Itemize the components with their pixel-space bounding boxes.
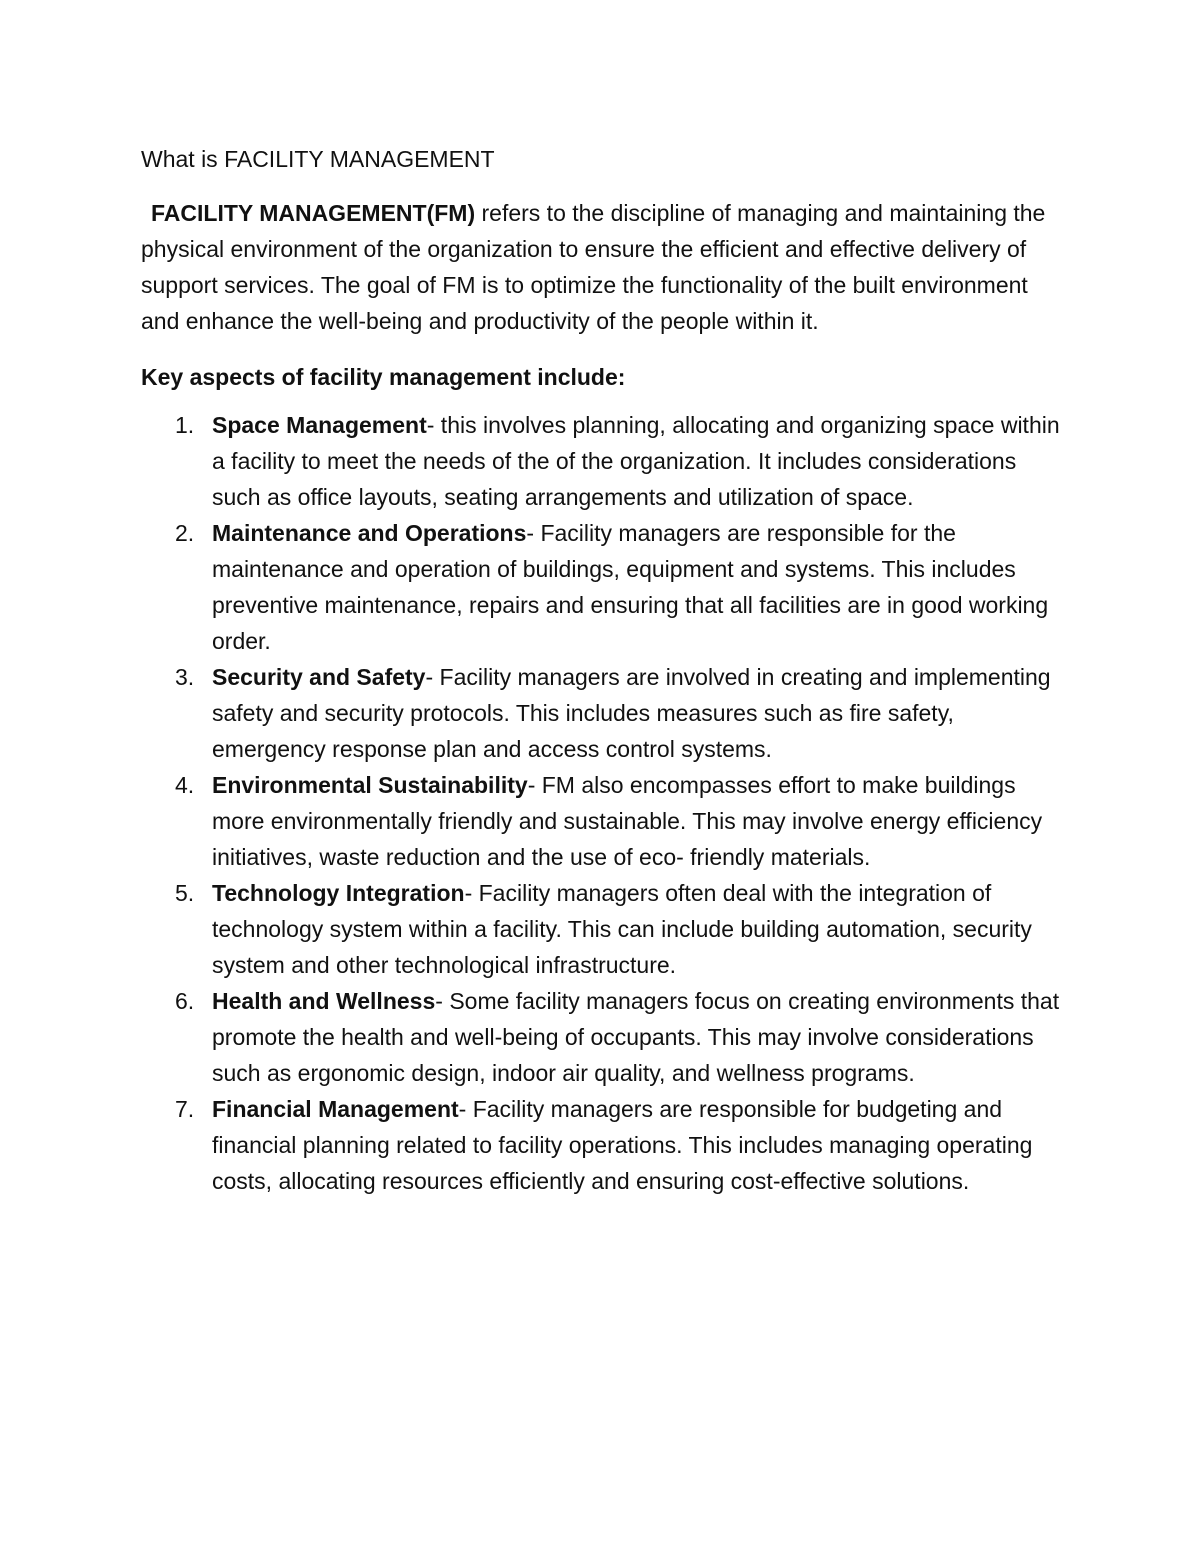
document-body: [141, 141, 1061, 1199]
list-item-number: 1.: [175, 412, 195, 438]
list-item-text: - Some facility managers focus on creating environments that promote the health and well-being of occupants. This may involve considerations such as ergonomic design, indoor air quality, and wellness programs.: [212, 988, 1060, 1086]
intro-paragraph: [141, 195, 1061, 339]
list-item-number: 4.: [175, 772, 195, 798]
intro-text: refers to the discipline of managing and maintaining the physical environment of the organization to ensure the efficient and effective delivery of support services. The goal of FM is to optimize the functionality of the built environment and enhance the well-being and productivity of the people within it.: [141, 200, 1046, 334]
list-item-term: Space Management: [212, 412, 427, 438]
list-item-text: - Facility managers often deal with the integration of technology system within a facility. This can include building automation, security system and other technological infrastructure.: [212, 880, 1032, 978]
key-aspects-heading: Key aspects of facility management include:: [141, 364, 626, 390]
list-item-text: - Facility managers are involved in creating and implementing safety and security protocols. This includes measures such as fire safety, emergency response plan and access control systems.: [212, 664, 1051, 762]
list-item-text: - Facility managers are responsible for budgeting and financial planning related to facility operations. This includes managing operating costs, allocating resources efficiently and ensuring cost-effective solutions.: [212, 1096, 1033, 1194]
list-item-number: 6.: [175, 988, 195, 1014]
list-item: [141, 1091, 1061, 1199]
list-item-number: 5.: [175, 880, 195, 906]
list-item-number: 2.: [175, 520, 195, 546]
list-item-text: - Facility managers are responsible for the maintenance and operation of buildings, equipment and systems. This includes preventive maintenance, repairs and ensuring that all facilities are in good working order.: [212, 520, 1049, 654]
intro-term: FACILITY MANAGEMENT(FM): [151, 200, 476, 226]
list-item: [141, 983, 1061, 1091]
list-item: [141, 767, 1061, 875]
list-item-term: Financial Management: [212, 1096, 459, 1122]
document-title: What is FACILITY MANAGEMENT: [141, 146, 495, 172]
list-item: [141, 407, 1061, 515]
list-item-text: - FM also encompasses effort to make buildings more environmentally friendly and sustainable. This may involve energy efficiency initiatives, waste reduction and the use of eco- friendly materials.: [212, 772, 1043, 870]
list-item-number: 3.: [175, 664, 195, 690]
list-item-number: 7.: [175, 1096, 195, 1122]
list-item: [141, 515, 1061, 659]
list-item: [141, 875, 1061, 983]
list-item-text: - this involves planning, allocating and organizing space within a facility to meet the needs of the of the organization. It includes considerations such as office layouts, seating arrangements and utilization of space.: [212, 412, 1060, 510]
list-item: [141, 659, 1061, 767]
aspects-list: [141, 407, 1061, 1199]
list-item-term: Maintenance and Operations: [212, 520, 527, 546]
list-item-term: Security and Safety: [212, 664, 426, 690]
list-item-term: Environmental Sustainability: [212, 772, 528, 798]
list-item-term: Health and Wellness: [212, 988, 436, 1014]
list-item-term: Technology Integration: [212, 880, 465, 906]
